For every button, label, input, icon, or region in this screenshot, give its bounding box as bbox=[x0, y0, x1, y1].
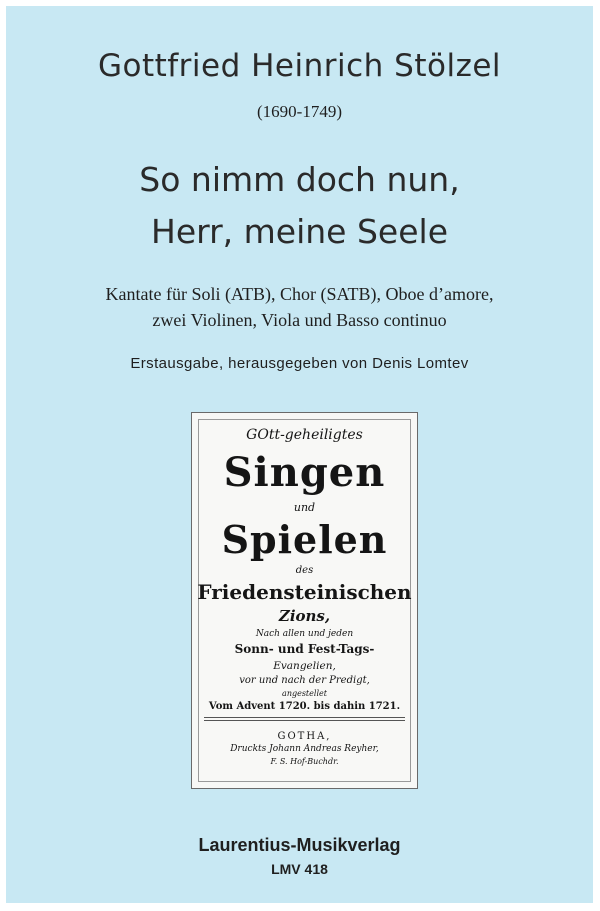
facsimile-line-9: Sonn- und Fest-Tags- bbox=[234, 642, 375, 656]
facsimile-line-6: Friedensteinischen bbox=[197, 580, 412, 604]
editor-note: Erstausgabe, herausgegeben von Denis Lomtev bbox=[130, 355, 469, 372]
facsimile-line-11: vor und nach der Predigt, bbox=[239, 675, 370, 686]
facsimile-line-13: Vom Advent 1720. bis dahin 1721. bbox=[208, 701, 401, 712]
book-cover bbox=[6, 6, 593, 903]
facsimile-line-1: GOtt-geheiligtes bbox=[246, 427, 363, 443]
catalog-number: LMV 418 bbox=[271, 861, 328, 877]
facsimile-rule-bottom bbox=[204, 720, 405, 721]
facsimile-line-7: Zions, bbox=[278, 607, 331, 625]
facsimile-line-15: Druckts Johann Andreas Reyher, bbox=[230, 744, 379, 754]
facsimile-line-4: Spielen bbox=[221, 517, 388, 562]
facsimile-line-16: F. S. Hof-Buchdr. bbox=[270, 757, 339, 766]
work-title bbox=[6, 154, 593, 258]
facsimile-line-5: des bbox=[295, 565, 314, 576]
facsimile-line-8: Nach allen und jeden bbox=[255, 629, 354, 639]
subtitle-line-1: Kantate für Soli (ATB), Chor (SATB), Oboe d’amore, bbox=[105, 284, 494, 304]
facsimile-rule-top bbox=[204, 717, 405, 718]
work-title-line-1: So nimm doch nun, bbox=[139, 160, 460, 199]
facsimile-line-14: GOTHA, bbox=[277, 731, 332, 742]
subtitle-line-2: zwei Violinen, Viola und Basso continuo bbox=[152, 310, 447, 330]
facsimile-line-2: Singen bbox=[223, 449, 386, 496]
work-title-line-2: Herr, meine Seele bbox=[151, 212, 448, 251]
facsimile-line-3: und bbox=[293, 501, 316, 514]
publisher-name: Laurentius-Musikverlag bbox=[198, 835, 401, 855]
facsimile-line-12: angestellet bbox=[282, 689, 327, 698]
facsimile-title-page bbox=[191, 412, 418, 789]
work-subtitle bbox=[6, 281, 593, 333]
facsimile-line-10: Evangelien, bbox=[273, 660, 336, 672]
composer-name: Gottfried Heinrich Stölzel bbox=[97, 48, 502, 84]
composer-dates: (1690-1749) bbox=[257, 102, 342, 121]
